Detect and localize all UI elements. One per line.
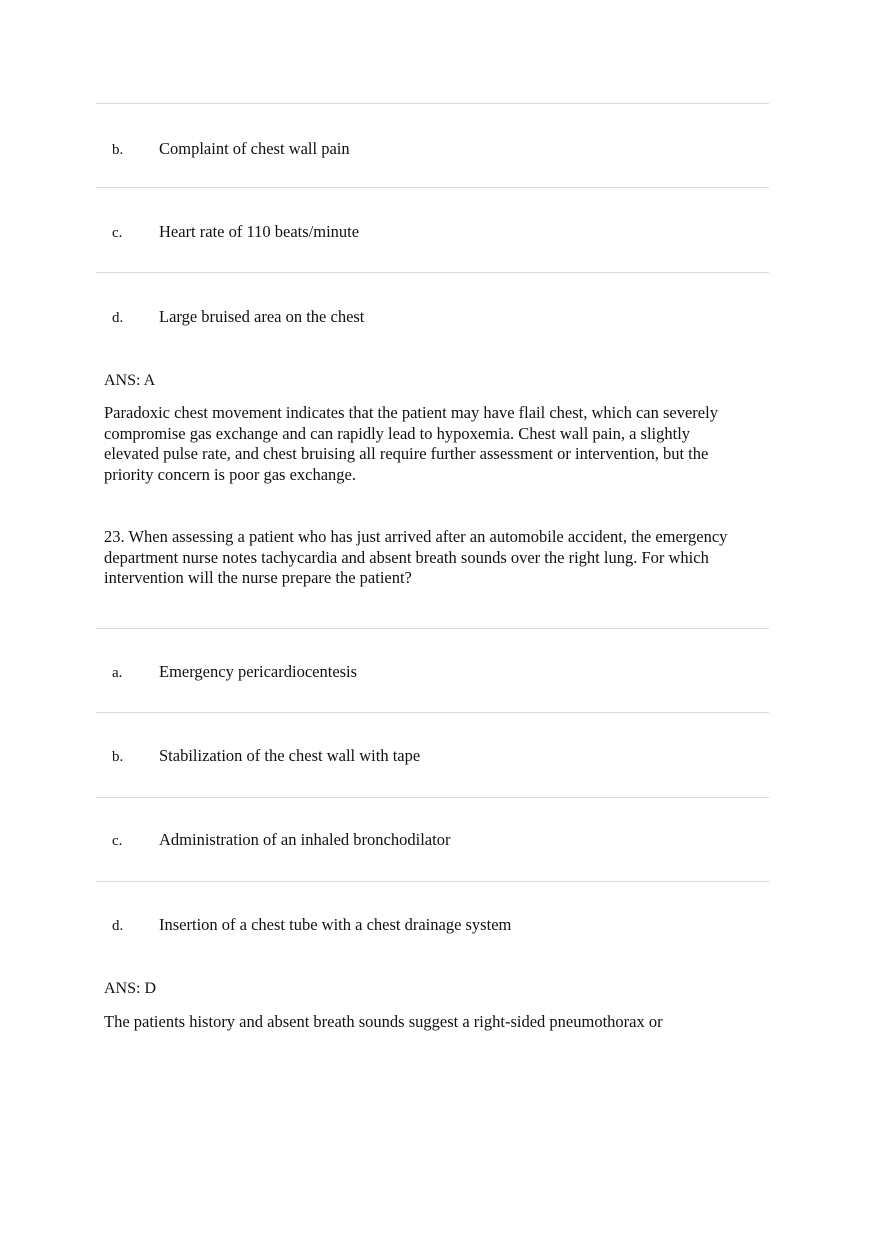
q22-option-b-letter: b. xyxy=(112,142,124,158)
q23-option-c-letter: c. xyxy=(112,833,123,849)
q23-rationale-line: The patients history and absent breath sounds suggest a right-sided pneumothorax or xyxy=(104,1012,663,1031)
option-divider xyxy=(96,797,769,798)
option-divider xyxy=(96,272,769,273)
q23-option-d-letter: d. xyxy=(112,918,124,934)
q22-option-c-letter: c. xyxy=(112,225,123,241)
q23-option-b-letter: b. xyxy=(112,749,124,765)
q22-rationale-line: elevated pulse rate, and chest bruising all require further assessment or intervention, but the xyxy=(104,444,709,463)
q23-stem-line: intervention will the nurse prepare the patient? xyxy=(104,568,412,587)
q23-stem-line: department nurse notes tachycardia and absent breath sounds over the right lung. For which xyxy=(104,547,709,567)
q22-option-d-text: Large bruised area on the chest xyxy=(159,307,365,326)
q22-option-c-text: Heart rate of 110 beats/minute xyxy=(159,222,360,241)
q23-stem-line: 23. When assessing a patient who has just arrived after an automobile accident, the emergency xyxy=(104,527,728,546)
q23-option-a-letter: a. xyxy=(112,665,123,681)
option-divider xyxy=(96,881,769,882)
q22-rationale-line: priority concern is poor gas exchange. xyxy=(104,464,356,484)
q23-option-a-text: Emergency pericardiocentesis xyxy=(159,662,358,681)
option-divider xyxy=(96,103,769,104)
q23-option-d-text: Insertion of a chest tube with a chest drainage system xyxy=(159,915,512,934)
q23-option-c-text: Administration of an inhaled bronchodilator xyxy=(159,830,451,849)
q22-answer: ANS: A xyxy=(104,372,156,389)
option-divider xyxy=(96,628,769,629)
q22-option-d-letter: d. xyxy=(112,310,124,326)
q22-rationale-line: Paradoxic chest movement indicates that the patient may have flail chest, which can severely xyxy=(104,403,718,422)
q23-option-b-text: Stabilization of the chest wall with tape xyxy=(159,746,421,765)
q22-rationale-line: compromise gas exchange and can rapidly lead to hypoxemia. Chest wall pain, a slightly xyxy=(104,423,691,443)
q23-stem xyxy=(104,527,769,589)
q23-answer: ANS: D xyxy=(104,980,157,997)
q23-rationale xyxy=(104,1012,769,1033)
option-divider xyxy=(96,187,769,188)
q22-rationale xyxy=(104,403,769,485)
q22-option-b-text: Complaint of chest wall pain xyxy=(159,139,350,158)
option-divider xyxy=(96,712,769,713)
